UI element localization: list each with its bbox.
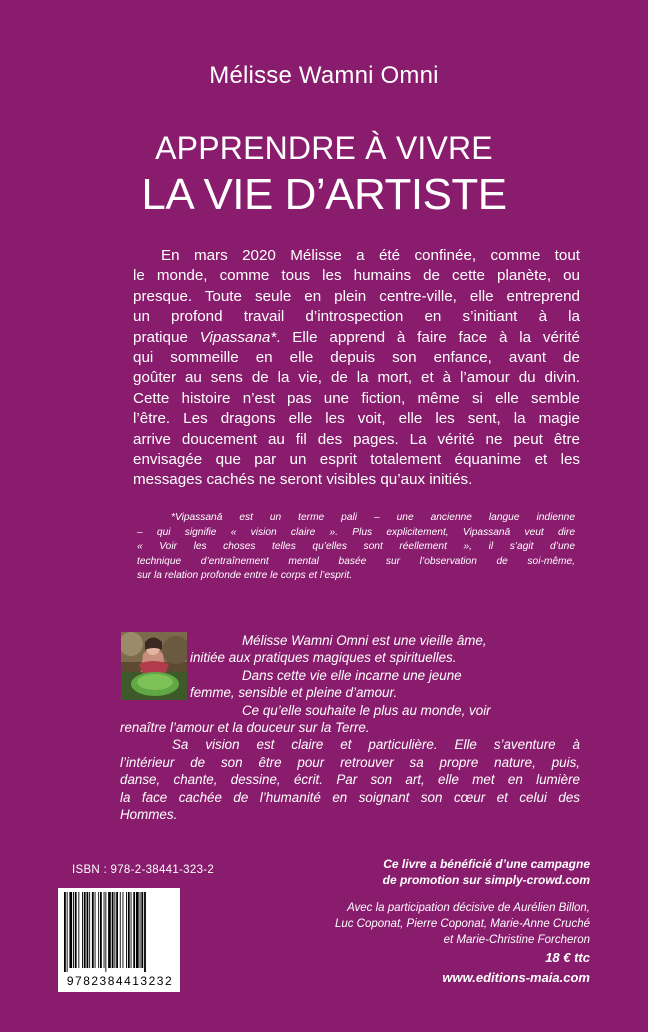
synopsis-line: presque. Toute seule en plein centre-ville, elle entreprend [133,287,580,305]
bio-line: Sa vision est claire et particulière. Elle s’aventure à [172,737,580,753]
bio-line: Hommes. [120,807,178,823]
barcode-bar [98,892,99,968]
bio-line: Dans cette vie elle incarne une jeune [242,667,462,683]
bio-line: danse, chante, dessine, écrit. Par son art, elle met en lumière [120,772,580,788]
bio-line: l’intérieur de son être pour retrouver sa propre nature, puis, [120,754,580,770]
vipassana-term: Vipassana* [199,328,277,346]
bio-line: Mélisse Wamni Omni est une vieille âme, [242,633,487,648]
barcode-bar [104,892,105,968]
barcode-bar [144,892,146,972]
synopsis-line: qui sommeille en elle depuis son enfance, avant de [133,349,580,367]
price: 18 € ttc [545,950,590,965]
publisher-website: www.editions-maia.com [442,970,590,985]
barcode-bar [95,892,96,968]
bio-line: Ce qu’elle souhaite le plus au monde, voir [242,702,491,718]
synopsis-line: En mars 2020 Mélisse a été confinée, comme tout [161,247,580,264]
synopsis-line: l’être. Les dragons elle les voit, elle les sent, la magie [133,410,580,428]
synopsis-line: Cette histoire n’est pas une fiction, même si elle semble [133,389,580,407]
barcode-bar [69,892,72,968]
barcode-bar [126,892,127,968]
vipassana-footnote [137,511,575,584]
synopsis-line: le monde, comme tous les humains de cette planète, ou [133,267,580,285]
footnote-line: sur la relation profonde entre le corps et l’esprit. [137,570,353,582]
credits-line: Luc Coponat, Pierre Coponat, Marie-Anne Cruché [334,918,590,930]
barcode-bar [120,892,121,968]
synopsis-line: arrive doucement au fil des pages. La vérité ne peut être [133,430,580,448]
barcode-bar [116,892,118,968]
bio-line: initiée aux pratiques magiques et spirituelles. [190,650,457,666]
title-line-1: APPRENDRE À VIVRE [155,130,493,166]
barcode-bar [67,892,68,972]
barcode-bar [89,892,90,968]
footnote-line: *Vipassanā est un terme pali – une ancienne langue indienne [171,512,575,523]
synopsis-line: goûter au sens de la vie, de la mort, et à l’amour du divin. [133,369,580,387]
isbn: ISBN : 978-2-38441-323-2 [72,864,215,876]
barcode-bar [108,892,111,968]
promo-line: Ce livre a bénéficié d’une campagne [383,857,590,871]
title-line-2: LA VIE D’ARTISTE [141,170,507,219]
barcode-bar [136,892,139,968]
bio-line: la face cachée de l’humanité en soignant son cœur et celui des [120,789,580,805]
promo-text [383,856,590,888]
author-biography [120,632,580,823]
barcode-bar [105,892,106,972]
credits-text [335,900,590,948]
author-name: Mélisse Wamni Omni [209,62,439,89]
barcode-bar [84,892,86,968]
credits-line: Avec la participation décisive de Aurélien Billon, [347,902,590,914]
synopsis-line [133,328,580,348]
barcode-bar [100,892,102,968]
barcode-bar [78,892,79,968]
barcode-bar [64,892,66,972]
barcode-bar [131,892,132,968]
footnote-line: « Voir les choses telles qu’elles sont réellement », il s’agit d’une [137,541,575,553]
barcode-bar [82,892,83,968]
barcode-bar [87,892,89,968]
synopsis [133,246,580,491]
barcode-bar [123,892,124,968]
barcode-bar [114,892,115,968]
footnote-line: – qui signifie « vision claire ». Plus explicitement, Vipassanā veut dire [137,526,575,538]
synopsis-text: pratique [133,328,200,346]
bio-line: renaître l’amour et la douceur sur la Terre. [120,720,370,736]
author-photo [121,632,187,700]
barcode-bar [73,892,74,968]
barcode-bar [92,892,94,968]
synopsis-line: messages cachés ne seront visibles qu’aux initiés. [133,471,473,489]
barcode-number: 9782384413232 [61,974,179,988]
barcode-bar [141,892,143,968]
barcode-bar [140,892,141,968]
barcode-bar [75,892,77,968]
synopsis-line: envisagée que par un esprit totalement équanime et les [133,451,580,469]
synopsis-text: . Elle apprend à faire face à la vérité [276,328,580,346]
footnote-line: technique d’entraînement mental basée sur l’observation de soi-même, [137,555,575,567]
promo-line: de promotion sur simply-crowd.com [382,873,590,887]
credits-line: et Marie-Christine Forcheron [443,934,590,946]
barcode-bar [133,892,135,968]
barcode-bar [112,892,114,968]
bio-line: femme, sensible et pleine d’amour. [190,685,398,701]
synopsis-line: un profond travail d’introspection en s’initiant à la [133,308,580,326]
barcode-bar [128,892,130,968]
